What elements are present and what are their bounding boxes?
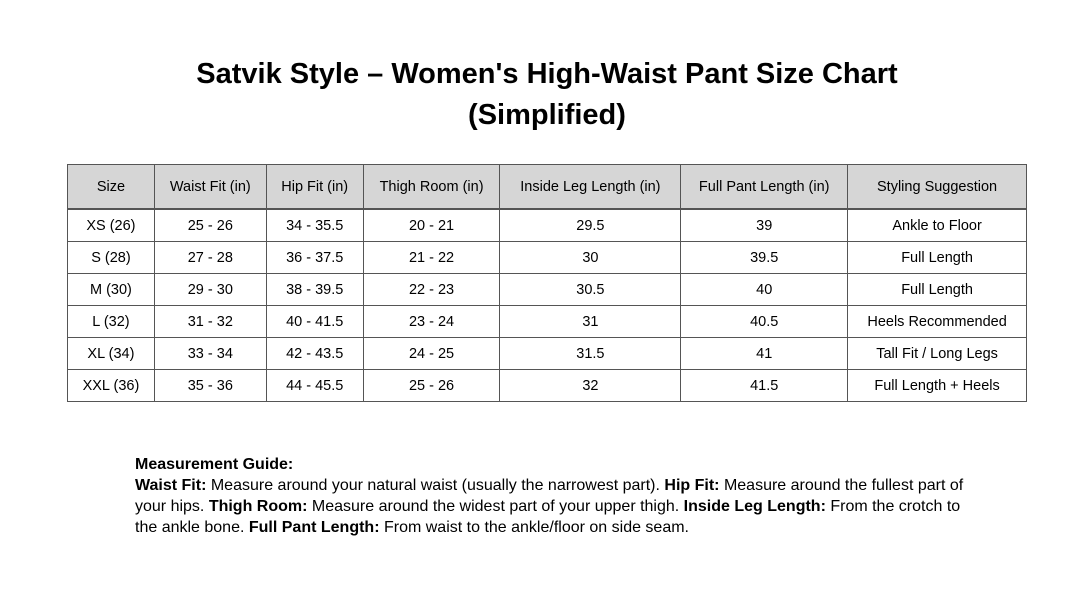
cell-full-pant-length: 41: [681, 338, 848, 370]
table-row: [68, 242, 1027, 274]
table-row: [68, 338, 1027, 370]
cell-inside-leg-length: 30: [500, 242, 681, 274]
cell-size: L (32): [68, 306, 155, 338]
cell-inside-leg-length: 32: [500, 370, 681, 402]
cell-thigh-room: 24 - 25: [363, 338, 500, 370]
header-styling-suggestion: Styling Suggestion: [848, 165, 1027, 210]
cell-hip-fit: 36 - 37.5: [266, 242, 363, 274]
cell-waist-fit: 25 - 26: [154, 209, 266, 242]
measurement-guide-heading: Measurement Guide:: [135, 456, 294, 473]
measurement-guide: [135, 454, 965, 538]
cell-thigh-room: 23 - 24: [363, 306, 500, 338]
cell-full-pant-length: 40.5: [681, 306, 848, 338]
cell-size: XXL (36): [68, 370, 155, 402]
cell-size: XL (34): [68, 338, 155, 370]
cell-inside-leg-length: 31: [500, 306, 681, 338]
header-full-pant-length: Full Pant Length (in): [681, 165, 848, 210]
cell-styling-suggestion: Full Length: [848, 274, 1027, 306]
cell-inside-leg-length: 30.5: [500, 274, 681, 306]
guide-label-hip-fit: Hip Fit:: [664, 477, 720, 494]
cell-size: M (30): [68, 274, 155, 306]
cell-hip-fit: 38 - 39.5: [266, 274, 363, 306]
cell-waist-fit: 33 - 34: [154, 338, 266, 370]
cell-inside-leg-length: 31.5: [500, 338, 681, 370]
cell-hip-fit: 42 - 43.5: [266, 338, 363, 370]
cell-thigh-room: 25 - 26: [363, 370, 500, 402]
cell-styling-suggestion: Full Length + Heels: [848, 370, 1027, 402]
cell-size: XS (26): [68, 209, 155, 242]
cell-thigh-room: 20 - 21: [363, 209, 500, 242]
cell-waist-fit: 27 - 28: [154, 242, 266, 274]
guide-label-inside-leg-length: Inside Leg Length:: [683, 498, 826, 515]
guide-label-waist-fit: Waist Fit:: [135, 477, 207, 494]
cell-styling-suggestion: Full Length: [848, 242, 1027, 274]
page-title: [0, 54, 1080, 136]
table-row: [68, 370, 1027, 402]
cell-hip-fit: 40 - 41.5: [266, 306, 363, 338]
title-line-1: Satvik Style – Women's High-Waist Pant Size Chart: [196, 58, 898, 90]
cell-waist-fit: 35 - 36: [154, 370, 266, 402]
guide-text-thigh-room: Measure around the widest part of your upper thigh.: [307, 498, 684, 515]
header-hip-fit: Hip Fit (in): [266, 165, 363, 210]
cell-full-pant-length: 39.5: [681, 242, 848, 274]
guide-text-inside-leg-length: From the crotch to the ankle bone.: [135, 498, 961, 536]
table-row: [68, 306, 1027, 338]
table-row: [68, 209, 1027, 242]
cell-size: S (28): [68, 242, 155, 274]
size-chart-table: [67, 164, 1027, 402]
cell-styling-suggestion: Tall Fit / Long Legs: [848, 338, 1027, 370]
guide-label-thigh-room: Thigh Room:: [208, 498, 308, 515]
guide-text-full-pant-length: From waist to the ankle/floor on side seam.: [379, 519, 689, 536]
cell-full-pant-length: 39: [681, 209, 848, 242]
cell-styling-suggestion: Ankle to Floor: [848, 209, 1027, 242]
table-header-row: [68, 165, 1027, 210]
cell-hip-fit: 34 - 35.5: [266, 209, 363, 242]
cell-full-pant-length: 40: [681, 274, 848, 306]
header-thigh-room: Thigh Room (in): [363, 165, 500, 210]
cell-hip-fit: 44 - 45.5: [266, 370, 363, 402]
cell-styling-suggestion: Heels Recommended: [848, 306, 1027, 338]
cell-full-pant-length: 41.5: [681, 370, 848, 402]
cell-thigh-room: 21 - 22: [363, 242, 500, 274]
cell-inside-leg-length: 29.5: [500, 209, 681, 242]
measurement-guide-body: [135, 475, 965, 538]
cell-waist-fit: 29 - 30: [154, 274, 266, 306]
table-row: [68, 274, 1027, 306]
cell-waist-fit: 31 - 32: [154, 306, 266, 338]
header-waist-fit: Waist Fit (in): [154, 165, 266, 210]
guide-text-hip-fit: Measure around the fullest part of your hips.: [135, 477, 964, 515]
header-size: Size: [68, 165, 155, 210]
guide-label-full-pant-length: Full Pant Length:: [248, 519, 380, 536]
cell-thigh-room: 22 - 23: [363, 274, 500, 306]
title-line-2: (Simplified): [468, 99, 626, 131]
header-inside-leg-length: Inside Leg Length (in): [500, 165, 681, 210]
guide-text-waist-fit: Measure around your natural waist (usually the narrowest part).: [206, 477, 665, 494]
